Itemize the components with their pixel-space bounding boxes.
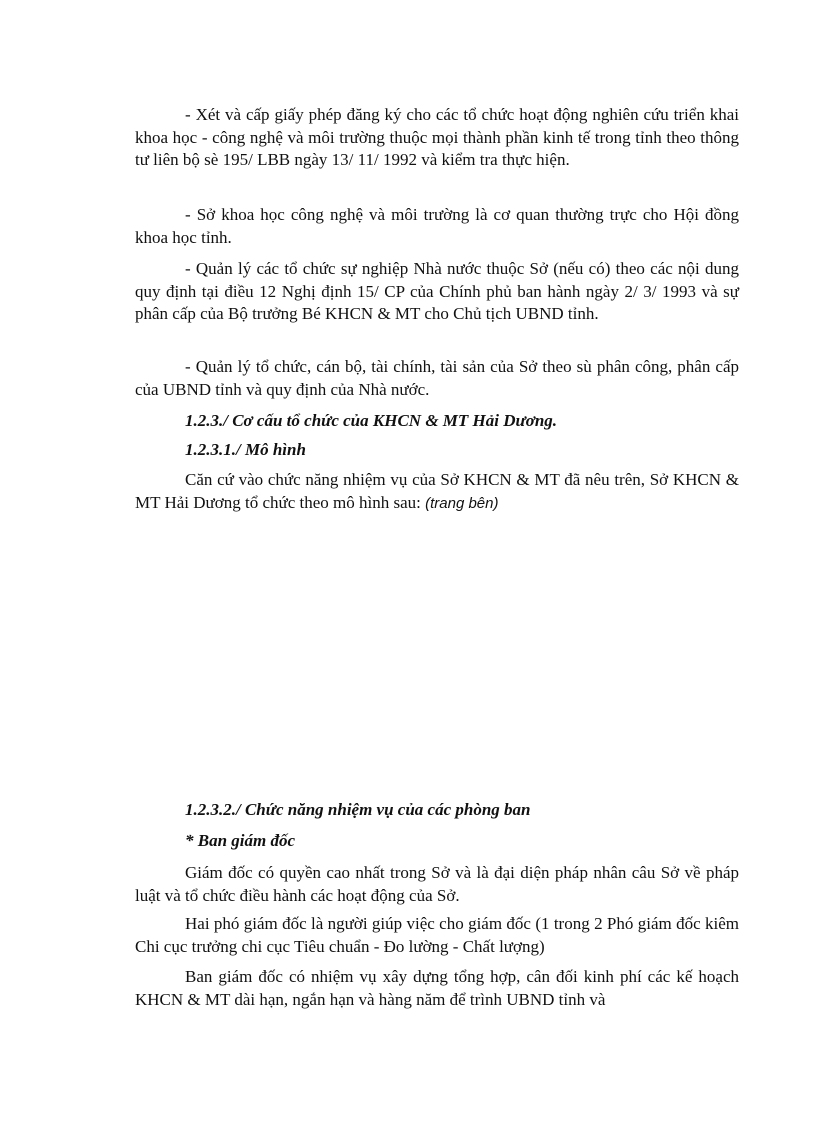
model-paragraph	[135, 469, 739, 515]
board-heading: * Ban giám đốc	[185, 831, 296, 850]
paragraph-director: Giám đốc có quyền cao nhất trong Sở và là đại diện pháp nhân câu Sở về pháp luật và tổ chức điều hành các hoạt động của Sở.	[135, 863, 739, 905]
paragraph-board-duties: Ban giám đốc có nhiệm vụ xây dựng tổng hợp, cân đối kinh phí các kế hoạch KHCN & MT dài hạn, ngắn hạn và hàng năm để trình UBND tỉnh và	[135, 967, 739, 1009]
paragraph-license: - Xét và cấp giấy phép đăng ký cho các tổ chức hoạt động nghiên cứu triển khai khoa học - công nghệ và môi trường thuộc mọi thành phần kinh tế trong tỉnh theo thông tư liên bộ sè 195/ LBB ngày 13/ 11/ 1992 và kiểm tra thực hiện.	[135, 105, 739, 169]
subsection-model-heading: 1.2.3.1./ Mô hình	[185, 440, 306, 459]
paragraph-deputies: Hai phó giám đốc là người giúp việc cho giám đốc (1 trong 2 Phó giám đốc kiêm Chi cục trưởng chi cục Tiêu chuẩn - Đo lường - Chất lượng)	[135, 914, 739, 956]
section-heading: 1.2.3./ Cơ cấu tổ chức của KHCN & MT Hải Dương.	[185, 411, 558, 430]
paragraph-management: - Quản lý các tổ chức sự nghiệp Nhà nước thuộc Sở (nếu có) theo các nội dung quy định tại điều 12 Nghị định 15/ CP của Chính phủ ban hành ngày 2/ 3/ 1993 và sự phân cấp của Bộ trưởng Bé KHCN & MT cho Chủ tịch UBND tỉnh.	[135, 259, 739, 323]
model-text: Căn cứ vào chức năng nhiệm vụ của Sở KHCN & MT đã nêu trên, Sở KHCN & MT Hải Dương tổ chức theo mô hình sau:	[135, 470, 739, 512]
paragraph-council: - Sở khoa học công nghệ và môi trường là cơ quan thường trực cho Hội đồng khoa học tỉnh.	[135, 205, 739, 247]
subsection-functions-heading: 1.2.3.2./ Chức năng nhiệm vụ của các phòng ban	[185, 800, 531, 819]
paragraph-organization: - Quản lý tổ chức, cán bộ, tài chính, tài sản của Sở theo sù phân công, phân cấp của UBND tỉnh và quy định của Nhà nước.	[135, 357, 739, 399]
model-note: (trang bên)	[425, 494, 499, 512]
